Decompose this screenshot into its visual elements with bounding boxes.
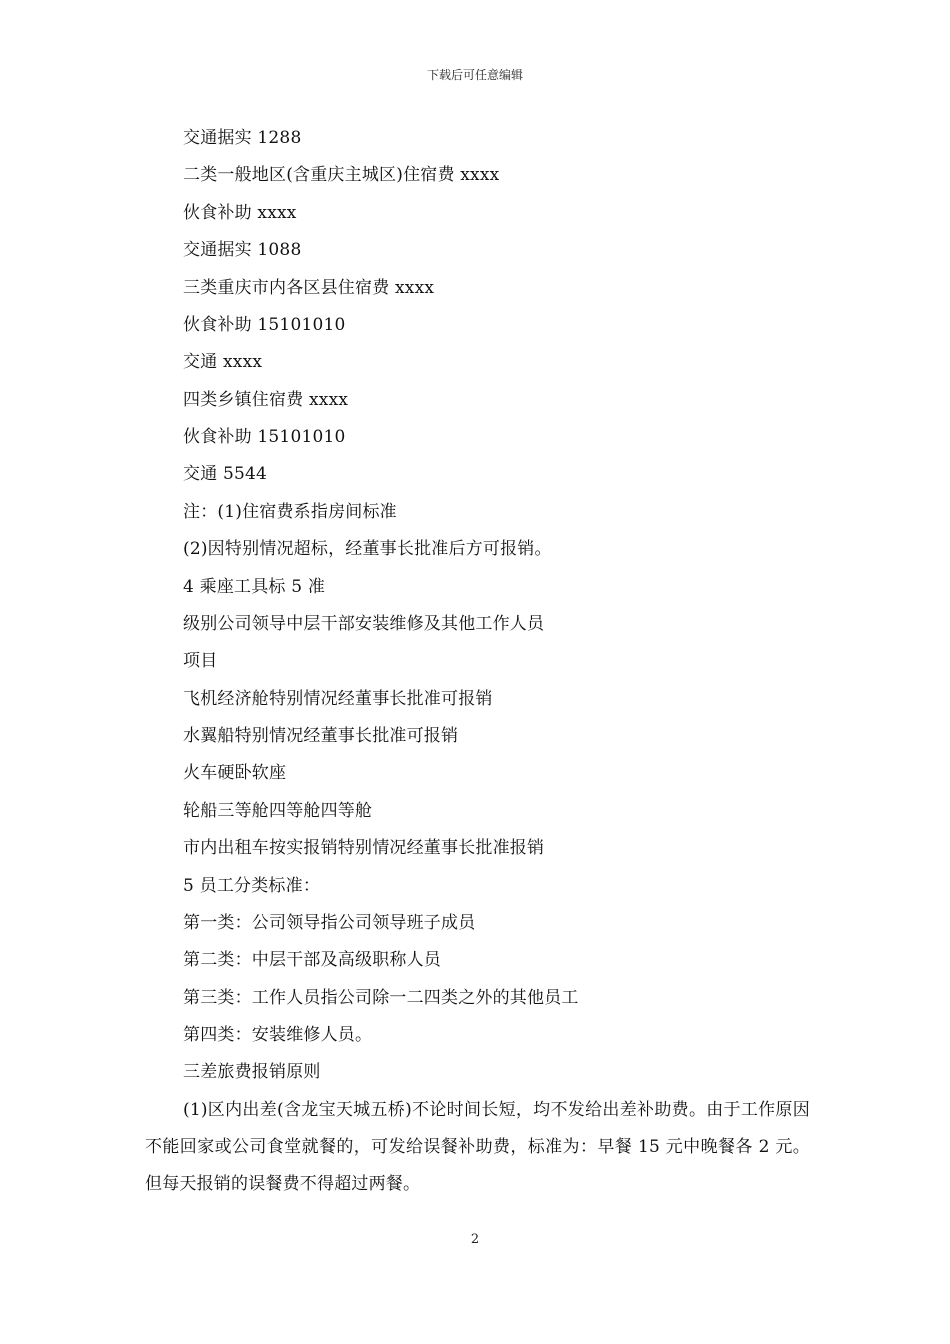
text-line: 轮船三等舱四等舱四等舱 — [183, 801, 373, 821]
text-line: 4 乘座工具标 5 准 — [183, 577, 326, 597]
text-line: 四类乡镇住宿费 xxxx — [183, 390, 349, 410]
text-line: 第二类：中层干部及高级职称人员 — [183, 950, 441, 970]
section-heading: 三差旅费报销原则 — [183, 1062, 321, 1082]
text-line: 注：(1)住宿费系指房间标准 — [183, 502, 397, 522]
text-line: 伙食补助 xxxx — [183, 203, 297, 223]
text-line: 交通 5544 — [183, 464, 268, 484]
text-line: 市内出租车按实报销特别情况经董事长批准报销 — [183, 838, 545, 858]
page-number: 2 — [470, 1232, 480, 1247]
text-line: (2)因特别情况超标，经董事长批准后方可报销。 — [183, 539, 552, 559]
text-line: 火车硬卧软座 — [183, 763, 287, 783]
text-line: 交通据实 1088 — [183, 240, 302, 260]
body-paragraph: (1)区内出差(含龙宝天城五桥)不论时间长短，均不发给出差补助费。由于工作原因不能回家或公司食堂就餐的，可发给误餐补助费，标准为：早餐 15 元中晚餐各 2 元。但每天报销的误餐费不得超过两餐。 — [145, 1100, 810, 1194]
text-line: 交通据实 1288 — [183, 128, 302, 148]
text-line: 伙食补助 15101010 — [183, 315, 346, 335]
text-line: 第四类：安装维修人员。 — [183, 1025, 373, 1045]
text-line: 级别公司领导中层干部安装维修及其他工作人员 — [183, 614, 545, 634]
text-line: 项目 — [183, 651, 218, 671]
text-line: 第三类：工作人员指公司除一二四类之外的其他员工 — [183, 988, 579, 1008]
text-line: 交通 xxxx — [183, 352, 263, 372]
text-line: 水翼船特别情况经董事长批准可报销 — [183, 726, 459, 746]
text-line: 5 员工分类标准： — [183, 876, 321, 896]
text-line: 伙食补助 15101010 — [183, 427, 346, 447]
text-line: 第一类：公司领导指公司领导班子成员 — [183, 913, 476, 933]
text-line: 三类重庆市内各区县住宿费 xxxx — [183, 278, 435, 298]
text-line: 二类一般地区(含重庆主城区)住宿费 xxxx — [183, 165, 500, 185]
text-line: 飞机经济舱特别情况经董事长批准可报销 — [183, 689, 493, 709]
page-header: 下载后可任意编辑 — [426, 68, 523, 82]
